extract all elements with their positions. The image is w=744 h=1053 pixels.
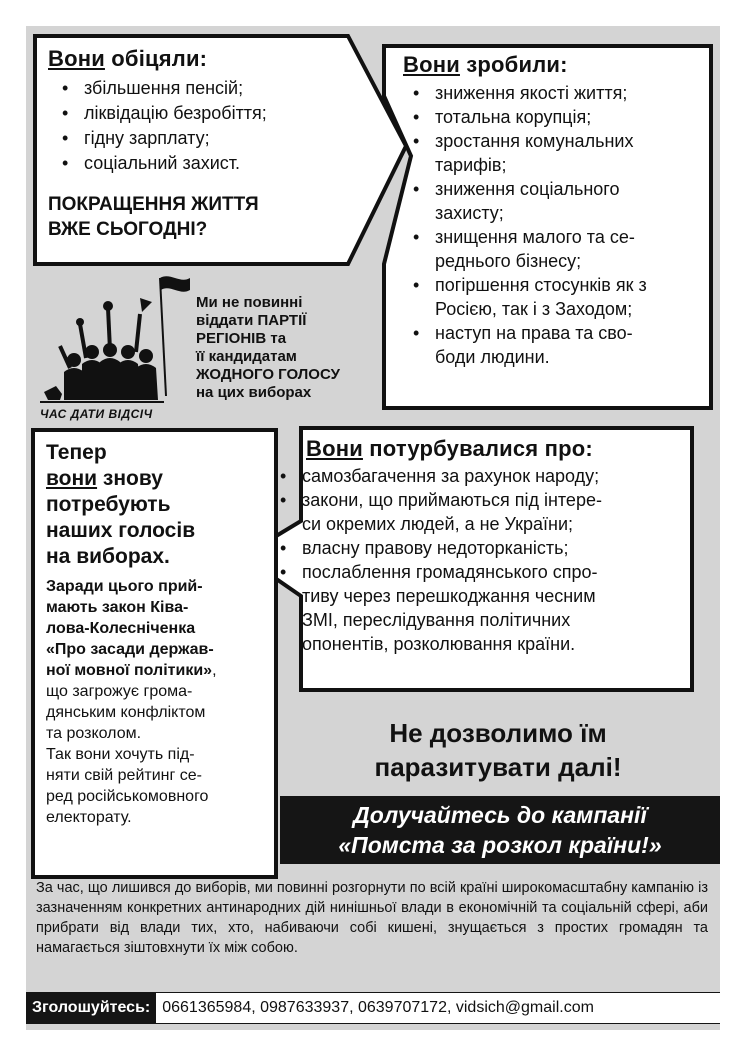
cared-item: • послаблення громадянського спро- тиву через перешкоджання чесним ЗМІ, переслідування політичних опонентів, розколювання країни. [276,560,688,656]
promised-list [58,76,348,176]
promised-slogan: ПОКРАЩЕННЯ ЖИТТЯ ВЖЕ СЬОГОДНІ? [48,194,259,240]
main-slogan: Не дозволимо їм паразитувати далі! [374,718,622,782]
done-item: • знищення малого та се- реднього бізнесу; [409,225,708,273]
done-panel [403,52,708,369]
promised-item: • соціальний захист. [58,151,348,176]
contact-values: 0661365984, 0987633937, 0639707172, vidsich@gmail.com [156,993,720,1023]
promised-item: • ліквідацію безробіття; [58,101,348,126]
call-to-action-paragraph: За час, що лишився до виборів, ми повинні розгорнути по всій країні широкомасштабну кампанію із зазначенням конкретних антинародних дій нинішньої влади в економічній та соціальній сфері, аби прибрати від влади тих, хто, набиваючи собі кишені, знущається з простих громадян та намагається зіштовхнути їх між собою. [36,880,708,956]
cared-title: Вони потурбувалися про: [306,436,593,461]
cared-panel [276,436,688,656]
done-item: • зниження соціального захисту; [409,177,708,225]
done-item: • зниження якості життя; [409,81,708,105]
promised-item: • збільшення пенсій; [58,76,348,101]
promised-title: Вони обіцяли: [48,46,208,71]
done-item: • зростання комунальних тарифів; [409,129,708,177]
now-body: Заради цього прий- мають закон Ківа- лова-Колесніченка «Про засади держав- ної мовної політики», що загрожує грома- дянським конфліктом та розколом. Так вони хочуть під- няти свій рейтинг се- ред російськомовного електорату. [46,578,217,826]
contact-label: Зголошуйтесь: [32,999,151,1016]
contact-bar [26,992,720,1024]
promised-panel [48,46,348,242]
cared-item: • закони, що приймаються під інтере- си окремих людей, а не України; [276,488,688,536]
cared-list [276,464,688,656]
done-title: Вони зробили: [403,52,568,77]
campaign-banner: Долучайтесь до кампанії «Помста за розкол країни!» [280,796,720,864]
done-item: • тотальна корупція; [409,105,708,129]
done-item: • погіршення стосунків як з Росією, так і з Заходом; [409,273,708,321]
protest-crowd-illustration [40,268,190,423]
now-panel [46,440,274,828]
done-item: • наступ на права та сво- боди людини. [409,321,708,369]
now-heading: Тепер вони знову потребують наших голосів на виборах. [46,441,196,568]
cared-item: • самозбагачення за рахунок народу; [276,464,688,488]
promised-item: • гідну зарплату; [58,126,348,151]
party-warning: Ми не повинні віддати ПАРТІЇ РЕГІОНІВ та її кандидатам ЖОДНОГО ГОЛОСУ на цих виборах [196,294,340,401]
leaflet [26,26,720,1030]
cared-item: • власну правову недоторканість; [276,536,688,560]
crowd-caption: ЧАС ДАТИ ВІДСІЧ [40,407,153,421]
done-list [409,81,708,369]
